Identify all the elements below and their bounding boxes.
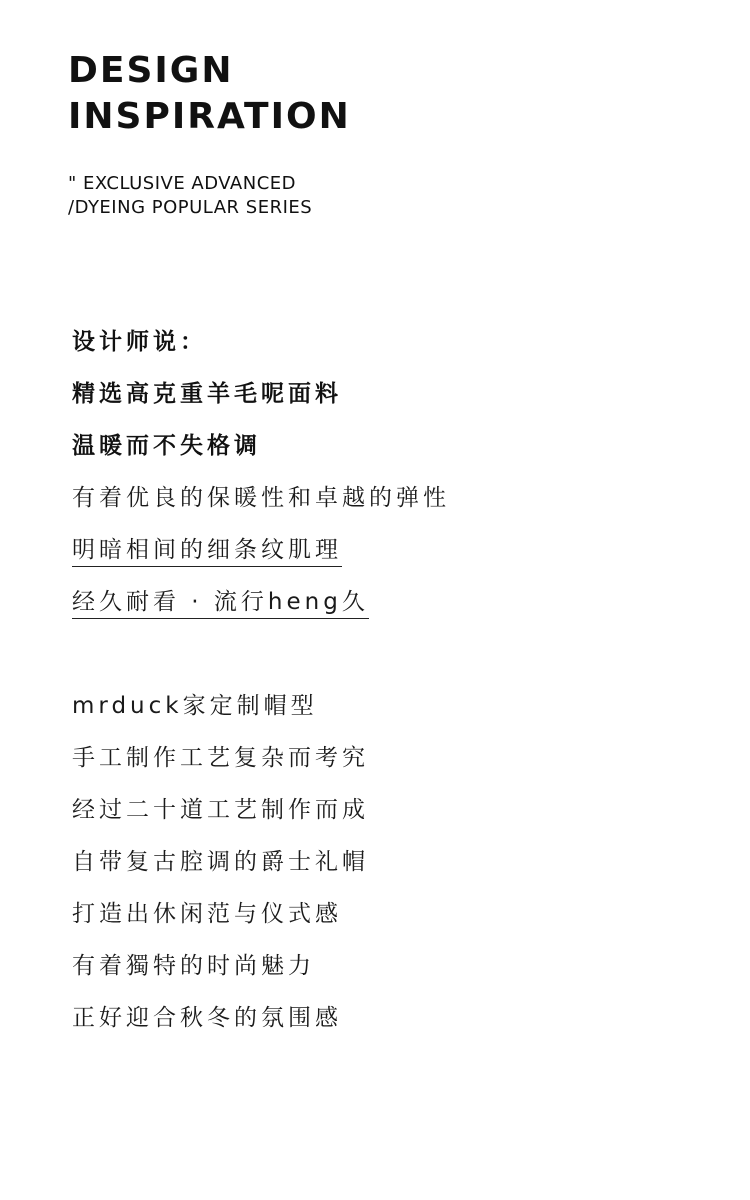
story-line: mrduck家定制帽型 — [72, 693, 318, 719]
designer-note-line: 有着优良的保暖性和卓越的弹性 — [72, 485, 450, 511]
designer-note-line: 精选高克重羊毛呢面料 — [72, 381, 342, 407]
story-line: 有着獨特的时尚魅力 — [72, 953, 315, 979]
story-line: 手工制作工艺复杂而考究 — [72, 745, 369, 771]
designer-note-line-underlined — [72, 526, 450, 578]
designer-note-line-underlined — [72, 578, 450, 630]
subtitle-line-1: " EXCLUSIVE ADVANCED — [68, 173, 297, 194]
designer-note-text: 经久耐看 · 流行heng久 — [72, 586, 369, 619]
heading-line-1: DESIGN — [68, 50, 234, 91]
designer-note-text: 明暗相间的细条纹肌理 — [72, 534, 342, 567]
designer-notes — [72, 318, 450, 630]
story-line: 正好迎合秋冬的氛围感 — [72, 1005, 342, 1031]
story-line: 经过二十道工艺制作而成 — [72, 797, 369, 823]
product-story — [72, 682, 369, 1046]
story-line: 自带复古腔调的爵士礼帽 — [72, 849, 369, 875]
designer-note-line: 温暖而不失格调 — [72, 433, 261, 459]
design-inspiration-heading — [68, 48, 351, 140]
heading-line-2: INSPIRATION — [68, 96, 351, 137]
series-subtitle — [68, 172, 312, 220]
designer-notes-label: 设计师说： — [72, 329, 207, 355]
subtitle-line-2: /DYEING POPULAR SERIES — [68, 197, 313, 218]
story-line: 打造出休闲范与仪式感 — [72, 901, 342, 927]
